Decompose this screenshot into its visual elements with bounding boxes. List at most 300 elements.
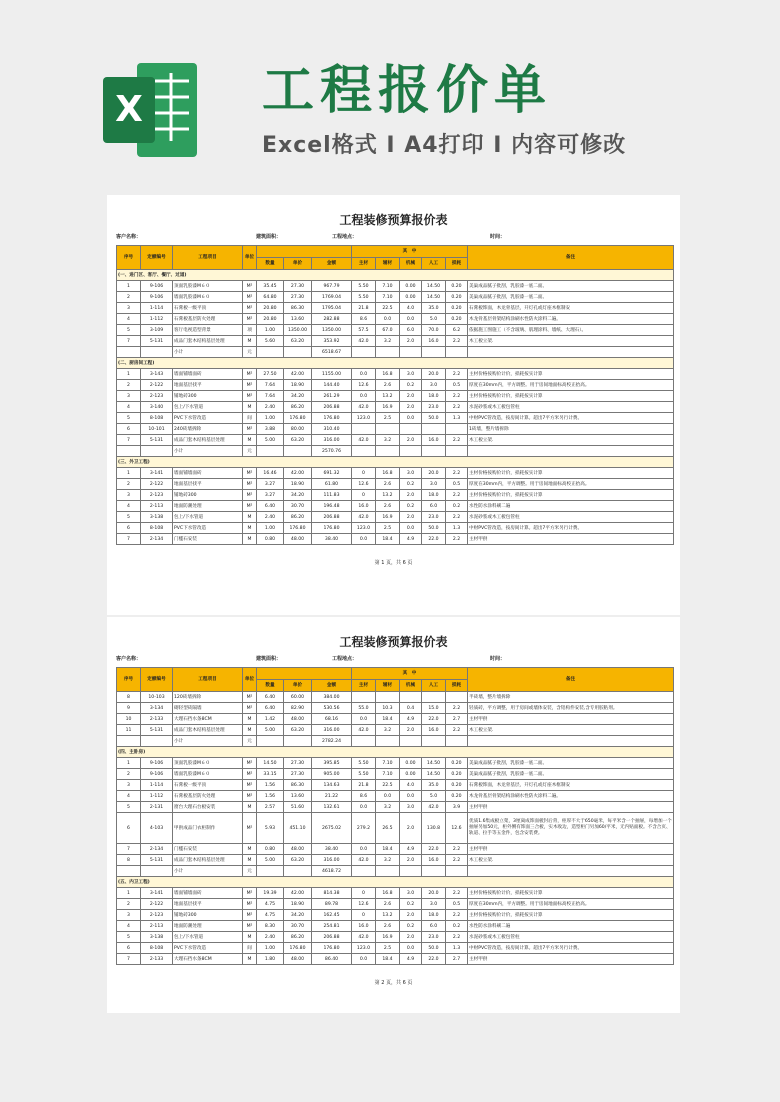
table-row <box>117 866 674 877</box>
table-cell: 0.20 <box>446 314 468 325</box>
table-cell: 3 <box>117 780 141 791</box>
table-cell: 5.0 <box>422 791 446 802</box>
table-cell <box>352 424 376 435</box>
table-cell: 2 <box>117 769 141 780</box>
table-cell: 176.80 <box>284 523 312 534</box>
header-unit: 单位 <box>243 668 257 692</box>
table-cell: 半砖墙，整片墙拆除 <box>468 692 674 703</box>
table-cell: 254.81 <box>312 921 352 932</box>
table-row <box>117 899 674 910</box>
table-cell: 3-138 <box>141 932 173 943</box>
table-cell: 0.20 <box>446 769 468 780</box>
table-cell: 4-103 <box>141 813 173 844</box>
table-cell: 甲供成品门衣柜制作 <box>173 813 243 844</box>
table-cell: 89.78 <box>312 899 352 910</box>
table-cell: 4.9 <box>400 534 422 545</box>
table-cell: 2.7 <box>446 954 468 965</box>
quote-sheet-page-1 <box>107 195 680 615</box>
table-cell: 1.3 <box>446 523 468 534</box>
table-cell: 0.0 <box>352 954 376 965</box>
quote-sheet-page-2 <box>107 617 680 1013</box>
table-cell: 26.5 <box>376 813 400 844</box>
table-cell: 86.20 <box>284 512 312 523</box>
table-cell: 22.0 <box>422 714 446 725</box>
table-cell: 691.32 <box>312 468 352 479</box>
header-main: 主材 <box>352 258 376 270</box>
table-cell: 5.50 <box>352 769 376 780</box>
header-mech: 机械 <box>400 258 422 270</box>
table-cell: M <box>243 714 257 725</box>
table-cell: 2.2 <box>446 468 468 479</box>
table-cell: 大理石挡水条8CM <box>173 714 243 725</box>
table-cell: 1 <box>117 468 141 479</box>
table-cell: 86.30 <box>284 780 312 791</box>
table-cell: 水性防水涂料刷二遍 <box>468 501 674 512</box>
table-cell: 2-113 <box>141 501 173 512</box>
table-cell: 1.00 <box>257 943 284 954</box>
table-cell: 门槛石安装 <box>173 534 243 545</box>
table-cell <box>352 347 376 358</box>
header-price: 单价 <box>284 258 312 270</box>
table-cell: 3.2 <box>376 336 400 347</box>
table-cell: 123.0 <box>352 413 376 424</box>
table-cell: 3-141 <box>141 468 173 479</box>
table-cell: 2.0 <box>400 813 422 844</box>
table-cell: 1.3 <box>446 413 468 424</box>
table-cell: 0.20 <box>446 791 468 802</box>
table-cell: 间 <box>243 413 257 424</box>
section-title: (二、厨房间工程) <box>117 358 674 369</box>
table-cell: 3.0 <box>400 468 422 479</box>
table-cell: 68.16 <box>312 714 352 725</box>
table-cell <box>400 736 422 747</box>
table-cell: 16.9 <box>376 402 400 413</box>
table-cell: M² <box>243 910 257 921</box>
table-cell: 6518.67 <box>312 347 352 358</box>
table-cell: 6.0 <box>400 325 422 336</box>
table-cell: M² <box>243 468 257 479</box>
table-cell: 3 <box>117 391 141 402</box>
sheet-meta <box>116 653 671 667</box>
table-row <box>117 336 674 347</box>
table-cell: 1-112 <box>141 791 173 802</box>
table-cell: 3.2 <box>376 855 400 866</box>
table-cell: 21.8 <box>352 303 376 314</box>
table-cell: M² <box>243 692 257 703</box>
table-cell: M² <box>243 303 257 314</box>
table-cell: 2.2 <box>446 336 468 347</box>
table-cell <box>117 347 141 358</box>
table-row <box>117 692 674 703</box>
table-row <box>117 769 674 780</box>
table-cell: 16.8 <box>376 888 400 899</box>
table-row <box>117 325 674 336</box>
table-cell: 顶面乳胶漆M６０ <box>173 758 243 769</box>
table-cell: 16.0 <box>422 855 446 866</box>
table-cell: 48.00 <box>284 954 312 965</box>
table-row <box>117 954 674 965</box>
table-cell <box>422 866 446 877</box>
section-row <box>117 457 674 468</box>
table-cell: 3.2 <box>376 435 400 446</box>
table-cell: 2.2 <box>446 910 468 921</box>
table-cell: 3 <box>117 303 141 314</box>
table-cell: 50.0 <box>422 413 446 424</box>
table-cell: 70.0 <box>422 325 446 336</box>
table-cell: 0.0 <box>376 791 400 802</box>
table-cell: 0.0 <box>352 714 376 725</box>
table-cell: 7 <box>117 435 141 446</box>
table-cell: 55.0 <box>352 703 376 714</box>
table-cell: 176.80 <box>312 943 352 954</box>
table-cell: 34.20 <box>284 391 312 402</box>
table-cell <box>352 692 376 703</box>
table-cell: 176.80 <box>284 413 312 424</box>
section-row <box>117 747 674 758</box>
table-cell: 3.0 <box>400 888 422 899</box>
table-cell: 3-109 <box>141 325 173 336</box>
table-cell: 木工板立架. <box>468 725 674 736</box>
table-cell <box>284 866 312 877</box>
table-cell: 2.6 <box>376 501 400 512</box>
table-cell: M² <box>243 758 257 769</box>
sheet-title: 工程装修预算报价表 <box>339 635 448 649</box>
table-row <box>117 855 674 866</box>
table-cell <box>117 736 141 747</box>
table-cell: 16.9 <box>376 512 400 523</box>
table-cell: 大理石挡水条8CM <box>173 954 243 965</box>
table-cell: 13.2 <box>376 490 400 501</box>
table-cell: 2.57 <box>257 802 284 813</box>
table-cell: 0.0 <box>352 391 376 402</box>
table-cell: M <box>243 512 257 523</box>
table-cell: 4 <box>117 402 141 413</box>
table-cell: 0.0 <box>400 791 422 802</box>
table-cell: 86.20 <box>284 402 312 413</box>
table-cell: 18.4 <box>376 714 400 725</box>
table-cell: 木工板立架. <box>468 435 674 446</box>
table-cell: 14.50 <box>257 758 284 769</box>
table-cell: 2.2 <box>446 512 468 523</box>
table-cell: 5-131 <box>141 725 173 736</box>
table-cell: 7.10 <box>376 281 400 292</box>
table-cell: 240砖墙拆除 <box>173 424 243 435</box>
table-cell <box>468 446 674 457</box>
table-cell: 3.9 <box>446 802 468 813</box>
table-cell: 1 <box>117 281 141 292</box>
table-cell: 0.20 <box>446 758 468 769</box>
table-cell: 5-131 <box>141 435 173 446</box>
table-cell: 2 <box>117 380 141 391</box>
table-cell: 小计 <box>173 866 243 877</box>
header-aux: 辅材 <box>376 258 400 270</box>
table-cell: 5 <box>117 325 141 336</box>
table-cell: 5.00 <box>257 435 284 446</box>
table-cell <box>468 866 674 877</box>
table-cell: 地面基层找平 <box>173 380 243 391</box>
table-cell: 21.8 <box>352 780 376 791</box>
header-note: 备注 <box>468 246 674 270</box>
table-cell: 元 <box>243 866 257 877</box>
table-cell: 2.5 <box>376 413 400 424</box>
table-cell: 22.0 <box>422 954 446 965</box>
table-cell: 20.0 <box>422 468 446 479</box>
table-cell: 2.0 <box>400 336 422 347</box>
table-cell: M <box>243 336 257 347</box>
section-row <box>117 358 674 369</box>
table-cell: 2675.02 <box>312 813 352 844</box>
table-cell: 48.00 <box>284 534 312 545</box>
table-cell: 地面基层找平 <box>173 479 243 490</box>
table-cell: 间 <box>243 943 257 954</box>
table-cell: 0.0 <box>352 844 376 855</box>
table-cell: 20.80 <box>257 314 284 325</box>
table-cell: 美巢成品腻子批刮，乳胶漆一底二面。 <box>468 758 674 769</box>
header-loss: 损耗 <box>446 258 468 270</box>
table-cell <box>352 736 376 747</box>
table-cell: 2.6 <box>376 899 400 910</box>
section-title: (一、进门区、客厅、餐厅、过道) <box>117 270 674 281</box>
table-cell: 0.2 <box>400 501 422 512</box>
table-cell: 5.00 <box>257 725 284 736</box>
table-cell: 261.29 <box>312 391 352 402</box>
table-cell: 厚度在30mm内，平方调整。用于房间地面标高校正抬高。 <box>468 380 674 391</box>
table-cell: 0.2 <box>446 501 468 512</box>
table-cell: 0.2 <box>400 479 422 490</box>
table-cell: 18.0 <box>422 391 446 402</box>
table-row <box>117 292 674 303</box>
table-cell: 4 <box>117 791 141 802</box>
table-cell: 2.0 <box>400 855 422 866</box>
table-cell: 包上/下水管道 <box>173 512 243 523</box>
table-row <box>117 380 674 391</box>
table-cell: 主材甲供 <box>468 844 674 855</box>
table-cell: 16.0 <box>422 725 446 736</box>
table-cell: 111.83 <box>312 490 352 501</box>
table-cell: 86.40 <box>312 954 352 965</box>
table-cell: M² <box>243 281 257 292</box>
table-cell: 门槛石安装 <box>173 844 243 855</box>
table-cell: M² <box>243 780 257 791</box>
table-row <box>117 347 674 358</box>
table-cell: 22.0 <box>422 534 446 545</box>
table-cell: 5.50 <box>352 292 376 303</box>
table-cell: 2-123 <box>141 490 173 501</box>
table-cell: 15.0 <box>422 703 446 714</box>
table-cell <box>117 866 141 877</box>
table-cell: 5 <box>117 802 141 813</box>
table-cell: 282.88 <box>312 314 352 325</box>
table-cell: 1155.00 <box>312 369 352 380</box>
svg-text:X: X <box>115 89 143 130</box>
table-cell: 22.5 <box>376 780 400 791</box>
table-cell: 2 <box>117 479 141 490</box>
table-cell: 18.90 <box>284 899 312 910</box>
table-cell: 30.70 <box>284 501 312 512</box>
section-title: (三、外卫工程) <box>117 457 674 468</box>
table-cell: 18.90 <box>284 380 312 391</box>
table-cell <box>422 347 446 358</box>
table-cell: 2.0 <box>400 490 422 501</box>
table-cell: 130.8 <box>422 813 446 844</box>
table-cell: 27.30 <box>284 292 312 303</box>
table-cell: 1.80 <box>257 954 284 965</box>
table-cell: 5 <box>117 512 141 523</box>
table-cell <box>284 347 312 358</box>
table-cell: 50.0 <box>422 943 446 954</box>
table-cell: 成品门套木结构基层处理 <box>173 435 243 446</box>
table-row <box>117 910 674 921</box>
table-cell: 5.60 <box>257 336 284 347</box>
table-cell: 123.0 <box>352 523 376 534</box>
table-row <box>117 369 674 380</box>
table-cell: 1-114 <box>141 780 173 791</box>
table-cell: 42.00 <box>284 468 312 479</box>
table-row <box>117 435 674 446</box>
table-cell: 16.0 <box>352 921 376 932</box>
table-cell: 2.5 <box>376 943 400 954</box>
table-cell: 4.75 <box>257 899 284 910</box>
table-cell: 0.0 <box>352 802 376 813</box>
table-cell: 0.2 <box>400 921 422 932</box>
table-cell: 13.60 <box>284 791 312 802</box>
table-cell: 水泥砂浆或木工板包管柱 <box>468 512 674 523</box>
header-amount: 金额 <box>312 258 352 270</box>
hero-title: 工程报价单 <box>262 61 553 121</box>
page-number: 第 1 页，共 6 页 <box>374 560 413 566</box>
table-cell: 2-134 <box>141 844 173 855</box>
table-cell: 水性防水涂料刷二遍 <box>468 921 674 932</box>
table-cell: 石膏板基层防火处理 <box>173 791 243 802</box>
table-cell: 3.27 <box>257 479 284 490</box>
table-cell: M² <box>243 391 257 402</box>
table-cell: 14.50 <box>422 281 446 292</box>
table-cell: 墙面铺墙面砖 <box>173 369 243 380</box>
table-cell: 1-114 <box>141 303 173 314</box>
table-cell: 20.0 <box>422 888 446 899</box>
table-cell: 小计 <box>173 736 243 747</box>
table-cell: 2.2 <box>446 932 468 943</box>
table-cell: 窗台大理石台板安装 <box>173 802 243 813</box>
table-cell: 3.0 <box>400 802 422 813</box>
table-cell: 1.00 <box>257 413 284 424</box>
header-group: 其 中 <box>352 246 468 258</box>
table-cell: 63.20 <box>284 336 312 347</box>
table-cell: 42.0 <box>352 512 376 523</box>
table-cell: 主材甲供 <box>468 802 674 813</box>
table-cell: 顶面乳胶漆M６０ <box>173 281 243 292</box>
table-cell: 2-133 <box>141 714 173 725</box>
table-cell: 中财PVC管改造，按房间计算。超出7平方米另行计费。 <box>468 943 674 954</box>
table-cell <box>422 692 446 703</box>
table-cell: 0.00 <box>400 292 422 303</box>
table-row <box>117 714 674 725</box>
table-cell: 1.3 <box>446 943 468 954</box>
table-cell: 0 <box>352 468 376 479</box>
table-cell: 8 <box>117 855 141 866</box>
table-cell <box>284 446 312 457</box>
table-cell: 2.2 <box>446 402 468 413</box>
table-cell: 206.88 <box>312 512 352 523</box>
table-cell: 5.93 <box>257 813 284 844</box>
table-cell: 51.60 <box>284 802 312 813</box>
table-cell: 60.00 <box>284 692 312 703</box>
table-cell: 石膏板饰面，木龙骨基层，开灯孔或灯座木框制安 <box>468 780 674 791</box>
table-cell: 0.0 <box>400 943 422 954</box>
table-cell: 1350.00 <box>312 325 352 336</box>
table-cell: 2.2 <box>446 369 468 380</box>
table-cell: 0.5 <box>446 899 468 910</box>
table-cell <box>400 424 422 435</box>
table-cell: 2.0 <box>400 402 422 413</box>
table-cell: 42.00 <box>284 369 312 380</box>
table-cell: 14.50 <box>422 292 446 303</box>
table-cell: 395.85 <box>312 758 352 769</box>
table-cell: 成品门套木结构基层处理 <box>173 855 243 866</box>
quote-table <box>116 667 674 965</box>
header-seq: 序号 <box>117 246 141 270</box>
table-cell: 16.0 <box>422 435 446 446</box>
table-row <box>117 523 674 534</box>
table-cell: 主材价格按购价计价，损耗按实计算 <box>468 369 674 380</box>
table-row <box>117 446 674 457</box>
table-cell: 5.50 <box>352 281 376 292</box>
table-cell: 38.40 <box>312 534 352 545</box>
table-cell: 元 <box>243 736 257 747</box>
meta-date: 时间： <box>490 656 506 662</box>
table-cell <box>257 446 284 457</box>
table-cell <box>400 866 422 877</box>
header-labor: 人工 <box>422 258 446 270</box>
header-price: 单价 <box>284 680 312 692</box>
table-cell: 0 <box>352 910 376 921</box>
table-cell: 0 <box>352 490 376 501</box>
table-cell: 4 <box>117 314 141 325</box>
table-cell: 967.79 <box>312 281 352 292</box>
table-cell: 3.2 <box>376 802 400 813</box>
table-cell: 61.80 <box>312 479 352 490</box>
table-cell: M² <box>243 490 257 501</box>
table-row <box>117 391 674 402</box>
header-item: 工程项目 <box>173 246 243 270</box>
table-cell: 厚度在30mm内，平方调整。用于房间地面标高校正抬高。 <box>468 479 674 490</box>
table-cell: 2570.76 <box>312 446 352 457</box>
table-cell: M <box>243 844 257 855</box>
table-cell: 0.00 <box>400 758 422 769</box>
table-cell: 384.00 <box>312 692 352 703</box>
table-cell: 16.0 <box>352 501 376 512</box>
table-cell: 项 <box>243 325 257 336</box>
table-cell: 10.3 <box>376 703 400 714</box>
table-cell: 11 <box>117 725 141 736</box>
table-cell: 主材甲供 <box>468 954 674 965</box>
table-cell: 814.38 <box>312 888 352 899</box>
table-cell <box>446 424 468 435</box>
table-cell: M² <box>243 314 257 325</box>
table-cell <box>376 866 400 877</box>
table-cell <box>468 736 674 747</box>
table-cell: 砌轻型砖隔墙 <box>173 703 243 714</box>
table-cell: 50.0 <box>422 523 446 534</box>
table-cell: 4 <box>117 921 141 932</box>
table-cell: 2-133 <box>141 954 173 965</box>
table-cell: 木龙骨基层骨架结构涂刷水性防火涂料二遍。 <box>468 791 674 802</box>
table-cell: 7 <box>117 954 141 965</box>
table-cell: 206.88 <box>312 932 352 943</box>
table-cell: 2.7 <box>446 714 468 725</box>
table-cell <box>446 736 468 747</box>
table-cell <box>422 424 446 435</box>
